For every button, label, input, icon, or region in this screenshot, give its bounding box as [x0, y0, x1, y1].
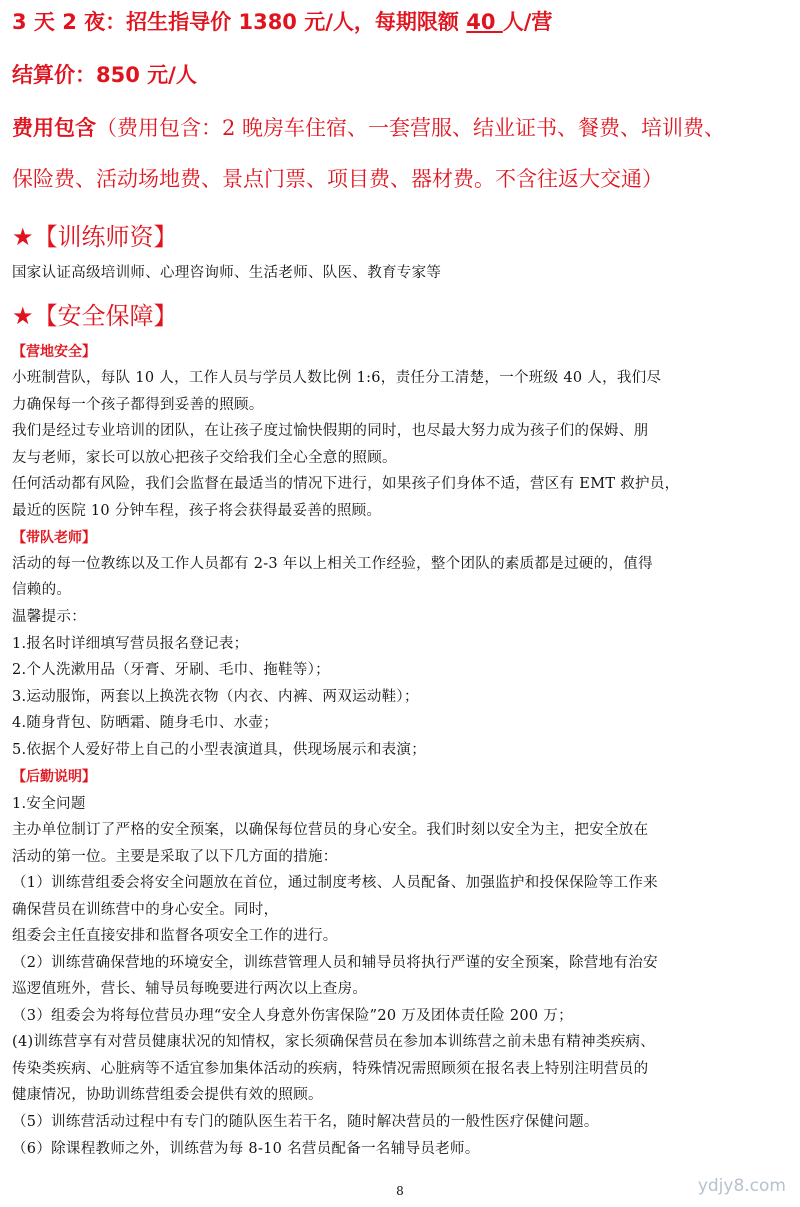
logistics-line-2: 活动的第一位。主要是采取了以下几方面的措施：	[12, 849, 338, 865]
price-prefix: 3 天 2 夜：招生指导价 1380 元/人，每期限额	[12, 10, 467, 34]
logistics-line-6: （2）训练营确保营地的环境安全，训练营管理人员和辅导员将执行严谨的安全预案，除营地有治安	[12, 955, 658, 971]
camp-safety-line-5: 最近的医院 10 分钟车程，孩子将会获得最妥善的照顾。	[12, 503, 382, 519]
logistics-line-3: （1）训练营组委会将安全问题放在首位，通过制度考核、人员配备、加强监护和投保保险等工作来	[12, 875, 658, 891]
logistics-line-9: (4)训练营享有对营员健康状况的知情权，家长须确保营员在参加本训练营之前未患有精神类疾病、	[12, 1034, 656, 1050]
fee-label: 费用包含	[12, 116, 96, 140]
logistics-line-13: （6）除课程教师之外，训练营为每 8-10 名营员配备一名辅导员老师。	[12, 1141, 480, 1157]
logistics-label: 【后勤说明】	[12, 769, 96, 785]
leaders-line-5: 3.运动服饰，两套以上换洗衣物（内衣、内裤、两双运动鞋）；	[12, 689, 419, 705]
fee-detail-1: （费用包含：2 晚房车住宿、一套营服、结业证书、餐费、培训费、	[96, 116, 726, 140]
leaders-line-4: 2.个人洗漱用品（牙膏、牙刷、毛巾、拖鞋等）；	[12, 662, 330, 678]
camp-safety-line-3: 友与老师，家长可以放心把孩子交给我们全心全意的照顾。	[12, 450, 397, 466]
camp-safety-line-2: 我们是经过专业培训的团队，在让孩子度过愉快假期的同时，也尽最大努力成为孩子们的保姆、朋	[12, 423, 649, 439]
leaders-line-1: 信赖的。	[12, 582, 72, 598]
leaders-line-7: 5.依据个人爱好带上自己的小型表演道具，供现场展示和表演；	[12, 742, 427, 758]
leaders-label: 【带队老师】	[12, 530, 96, 546]
logistics-line-0: 1.安全问题	[12, 796, 86, 812]
logistics-line-5: 组委会主任直接安排和监督各项安全工作的进行。	[12, 928, 338, 944]
fee-line-1	[12, 112, 725, 142]
price-line	[12, 6, 552, 36]
logistics-line-4: 确保营员在训练营中的身心安全。同时，	[12, 902, 279, 918]
watermark: ydjy8.com	[697, 1176, 786, 1196]
logistics-line-10: 传染类疾病、心脏病等不适宜参加集体活动的疾病，特殊情况需照顾须在报名表上特别注明营员的	[12, 1061, 649, 1077]
leaders-line-2: 温馨提示：	[12, 609, 86, 625]
leaders-line-6: 4.随身背包、防晒霜、随身毛巾、水壶；	[12, 715, 279, 731]
logistics-line-11: 健康情况，协助训练营组委会提供有效的照顾。	[12, 1087, 323, 1103]
logistics-line-12: （5）训练营活动过程中有专门的随队医生若干名，随时解决营员的一般性医疗保健问题。	[12, 1114, 599, 1130]
page-number: 8	[396, 1184, 404, 1198]
logistics-line-7: 巡逻值班外，营长、辅导员每晚要进行两次以上查房。	[12, 981, 368, 997]
logistics-line-1: 主办单位制订了严格的安全预案，以确保每位营员的身心安全。我们时刻以安全为主，把安全放在	[12, 822, 649, 838]
price-suffix: 人/营	[502, 10, 553, 34]
trainers-text: 国家认证高级培训师、心理咨询师、生活老师、队医、教育专家等	[12, 265, 442, 281]
camp-safety-line-0: 小班制营队，每队 10 人，工作人员与学员人数比例 1:6，责任分工清楚，一个班级 40 人，我们尽	[12, 370, 662, 386]
leaders-line-0: 活动的每一位教练以及工作人员都有 2-3 年以上相关工作经验，整个团队的素质都是过硬的，值得	[12, 556, 653, 572]
camp-safety-line-4: 任何活动都有风险，我们会监督在最适当的情况下进行，如果孩子们身体不适，营区有 EMT 救护员，	[12, 476, 680, 492]
logistics-line-8: （3）组委会为将每位营员办理“安全人身意外伤害保险”20 万及团体责任险 200 万；	[12, 1008, 573, 1024]
leaders-line-3: 1.报名时详细填写营员报名登记表；	[12, 636, 249, 652]
limit-number: 40	[466, 10, 503, 34]
camp-safety-line-1: 力确保每一个孩子都得到妥善的照顾。	[12, 397, 264, 413]
safety-heading: ★【安全保障】	[12, 302, 178, 330]
settlement-price: 结算价：850 元/人	[12, 63, 197, 87]
camp-safety-label: 【营地安全】	[12, 344, 96, 360]
trainers-heading: ★【训练师资】	[12, 223, 178, 251]
fee-line-2: 保险费、活动场地费、景点门票、项目费、器材费。不含往返大交通）	[12, 167, 663, 191]
